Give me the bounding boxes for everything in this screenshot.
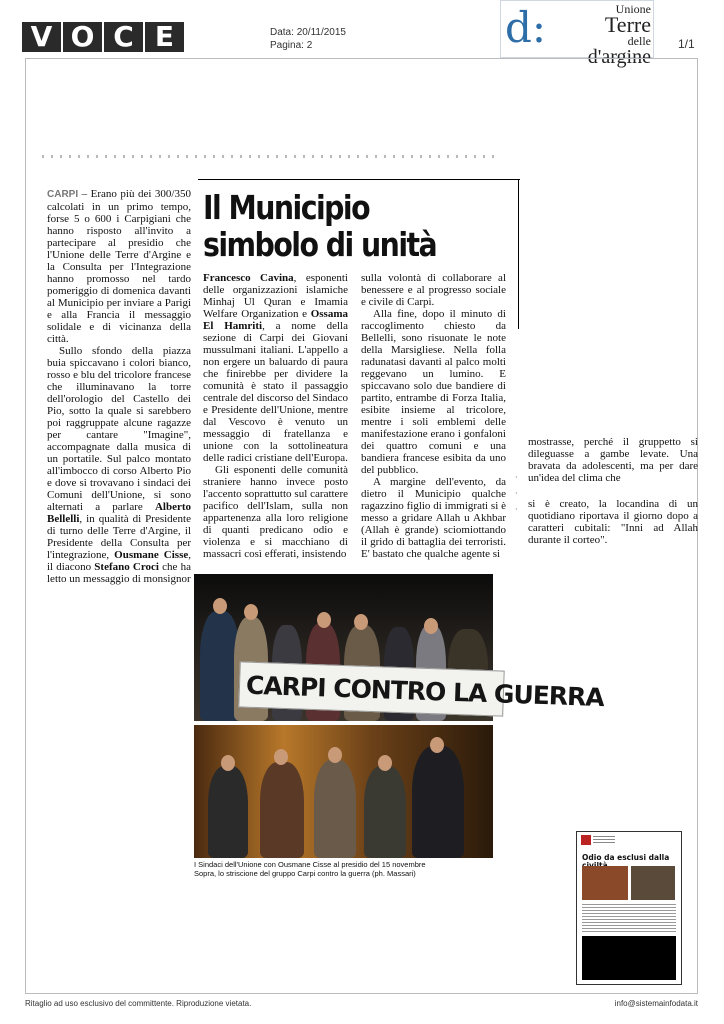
caption-line: I Sindaci dell'Unione con Ousmane Cisse al presidio del 15 novembre (194, 860, 426, 869)
thumbnail-meta-lines (593, 836, 615, 844)
photo-figure-head (354, 614, 368, 630)
clip-mark: · (515, 489, 518, 498)
photo-figure-head (430, 737, 444, 753)
newspaper-logo (22, 22, 184, 52)
photo-figure-head (424, 618, 438, 634)
article-column-3 (361, 272, 506, 560)
photo-figure (412, 746, 464, 858)
person-name: Stefano Croci (94, 561, 159, 573)
page-count: 1/1 (678, 37, 695, 51)
thumbnail-photo (582, 866, 628, 900)
photo-figure (314, 760, 356, 858)
photo-caption (194, 860, 494, 878)
clipping-meta (270, 26, 346, 52)
person-name: Alberto Bellelli (47, 501, 191, 525)
protest-banner: CARPI CONTRO LA GUERRA (238, 661, 504, 716)
paragraph: A margine dell'evento, da dietro il Municipio qualche ragazzino figlio di immigrati si è messo a gridare Allah u Akhbar (Allah è grande) sciomiottando il grido di battaglia dei terroristi. E' bastato che qualche agente si (361, 476, 506, 560)
paragraph (47, 188, 191, 345)
article-title (203, 189, 470, 263)
article-column-1 (47, 188, 191, 585)
photo-figure-head (317, 612, 331, 628)
photo-figure-head (221, 755, 235, 771)
text: – Erano più dei 300/350 calcolati in un primo tempo, forse 5 o 600 i Carpigiani che hanno risposto all'invito a partecipare al presidio che l'Unione delle Terre d'Argine e la Consulta per l'Integrazione hanno promosso nel tardo pomeriggio di domenica davanti al Municipio per inviare a Parigi e alla Francia il messaggio solidale e di vicinanza della città. (47, 188, 191, 345)
photo-figure-head (244, 604, 258, 620)
paragraph: sulla volontà di collaborare al benessere e al progresso sociale e civile di Carpi. (361, 272, 506, 308)
photo-figure-head (274, 749, 288, 765)
thumbnail-photo (631, 866, 675, 900)
logo-letter: E (145, 22, 184, 52)
brand-line: d'argine (587, 46, 651, 68)
text: che ha letto un messaggio di monsignor (47, 561, 192, 585)
paragraph: mostrasse, perché il gruppetto si dileguasse a gambe levate. Una bravata da adolescenti, ma per dare un'idea del clima che (528, 436, 698, 484)
thumbnail-headline: Odio da esclusi dalla (582, 853, 670, 862)
logo-letter: C (104, 22, 143, 52)
article-rule-top (198, 179, 520, 180)
page-label: Pagina: (270, 40, 304, 51)
person-name: Ousmane Cisse (114, 549, 189, 561)
footer-disclaimer: Ritaglio ad uso esclusivo del committente. Riproduzione vietata. (25, 999, 252, 1008)
date-label: Data: (270, 27, 294, 38)
text: , in qualità di Presidente di turno delle Terre d'Argine, il Presidente della Consulta per l'integrazione, (47, 513, 191, 561)
paragraph: Alla fine, dopo il minuto di raccoglimento chiesto da Bellelli, sono risuonate le note della Marsigliese. Nella folla radunatasi davanti al palco molti reggevano un lumino. E spiccavano solo due bandiere di partito, entrambe di Forza Italia, esibite insieme al tricolore, mentre i soli emblemi delle manifestazione erano i gonfaloni dei quattro comuni e una bandiera francese esibita da uno del pubblico. (361, 308, 506, 476)
article-rule-right (518, 179, 519, 329)
photo-figure-head (213, 598, 227, 614)
text: , a nome della sezione di Carpi dei Giovani mussulmani italiani. L'appello a non ergere un baluardo di paura che finirebbe per dividere la comunità è stato il passaggio centrale del discorso del Sindaco e Presidente dell'Unione, mentre dal Vescovo è venuto un messaggio di fratellanza e unione con la sottolineatura delle radici cristiane dell'Europa. (203, 320, 348, 464)
paragraph: Gli esponenti delle comunità straniere hanno invece posto l'accento soprattutto sul carattere pacifico dell'Islam, sulla non appartenenza alla loro religione di quanti predicano odio e violenza e si macchiano di massacri così efferati, insistendo (203, 464, 348, 560)
clipping-marks (515, 470, 521, 518)
brand-line: delle (627, 34, 651, 48)
client-brand (500, 0, 654, 68)
logo-letter: V (22, 22, 61, 52)
thumbnail-text-lines (582, 904, 676, 934)
person-name: Francesco Cavina (203, 272, 294, 284)
mayors-photo (194, 725, 493, 858)
cut-line-divider (42, 155, 497, 158)
person-name: Ossama El Hamriti (203, 308, 348, 332)
photo-figure-head (328, 747, 342, 763)
protest-banner-photo (194, 574, 605, 721)
article-column-2 (203, 272, 348, 560)
title-line: Il Municipio (203, 188, 370, 227)
footer-email: info@sistemainfodata.it (614, 999, 698, 1008)
caption-line: Sopra, lo striscione del gruppo Carpi contro la guerra (ph. Massari) (194, 869, 416, 878)
text: , esponenti delle organizzazioni islamiche Minhaj Ul Quran e Imamia Welfare Organization e (203, 272, 348, 320)
paragraph (203, 272, 348, 464)
text: Sullo sfondo della piazza buia spiccavano i colori bianco, rosso e blu del tricolore francese che illuminavano la torre dell'orologio del Castello dei Pio, sotto la quale si sarebbero poi raggruppate alcune ragazze per cantare "Imagine", accompagnate dalla musica di un portatile. Sul palco montato all'imbocco di corso Alberto Pio e dove si trovavano i sindaci dei Comuni dell'Unione, si sono alternati a parlare (47, 345, 191, 513)
photo-figure (364, 766, 406, 858)
photo-figure (208, 766, 248, 858)
thumbnail-logo-icon (581, 835, 591, 845)
paragraph: si è creato, la locandina di un quotidiano riportava il giorno dopo a caratteri cubitali: "Inni ad Allah durante il corteo". (528, 498, 698, 546)
page-thumbnail (576, 831, 682, 985)
brand-line: Unione (615, 2, 651, 16)
thumbnail-redacted-block (582, 936, 676, 980)
brand-line: Terre (604, 12, 651, 37)
page-value: 2 (306, 40, 313, 51)
photo-figure (260, 762, 304, 858)
text: , il diacono (47, 549, 191, 573)
article-column-4 (528, 436, 698, 546)
title-line: simbolo di unità (203, 225, 437, 264)
date-value: 20/11/2015 (296, 27, 346, 38)
logo-letter: O (63, 22, 102, 52)
clip-mark: · (515, 505, 518, 514)
brand-mark-icon: d: (505, 3, 547, 52)
paragraph (47, 345, 191, 585)
kicker: CARPI (47, 189, 79, 200)
clip-mark: · (515, 473, 518, 482)
photo-figure-head (378, 755, 392, 771)
